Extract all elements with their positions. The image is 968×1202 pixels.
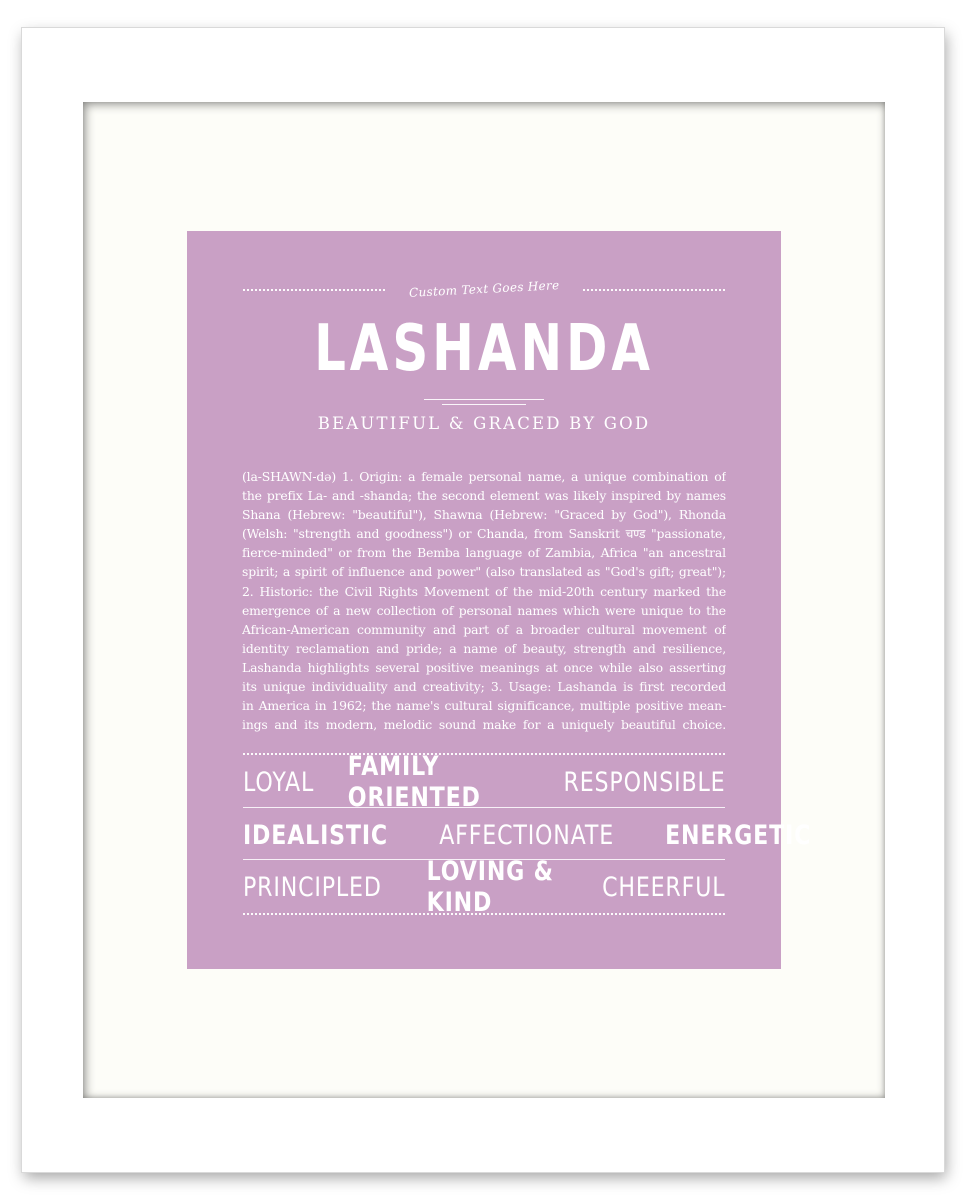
right-dotted-divider xyxy=(583,289,725,293)
definition-line: spirit; a spirit of influence and power" (also translated as "God's gift; great"); xyxy=(242,564,726,580)
name-underline-long xyxy=(424,399,544,400)
traits-row-3 xyxy=(243,856,725,918)
name-title: LASHANDA xyxy=(314,312,654,386)
name-meaning: BEAUTIFUL & GRACED BY GOD xyxy=(317,414,651,433)
definition-line: ings and its modern, melodic sound make for a uniquely beautiful choice. xyxy=(242,717,726,733)
name-underline-short xyxy=(442,404,526,405)
trait-word: LOYAL xyxy=(243,766,315,798)
definition-line: Lashanda highlights several positive meanings at once while also asserting xyxy=(242,659,726,675)
trait-word: RESPONSIBLE xyxy=(563,766,725,798)
definition-text xyxy=(242,467,726,734)
traits-row-1 xyxy=(243,751,725,813)
traits-divider-1 xyxy=(243,807,725,808)
definition-line: in America in 1962; the name's cultural significance, multiple positive mean- xyxy=(242,698,726,714)
trait-word: CHEERFUL xyxy=(601,871,725,903)
definition-line: (Welsh: "strength and goodness") or Chanda, from Sanskrit चण्ड "passionate, xyxy=(242,526,726,542)
name-print xyxy=(187,231,812,969)
mat-board xyxy=(83,102,885,1098)
trait-word: ENERGETIC xyxy=(665,819,812,851)
definition-line: its unique individuality and creativity; 3. Usage: Lashanda is first recorded xyxy=(242,679,726,695)
traits-row-2 xyxy=(243,815,812,855)
definition-line: fierce-minded" or from the Bemba language of Zambia, Africa "an ancestral xyxy=(242,545,726,561)
definition-line: Shana (Hebrew: "beautiful"), Shawna (Hebrew: "Graced by God"), Rhonda xyxy=(242,507,726,523)
custom-text: Custom Text Goes Here xyxy=(408,278,560,300)
trait-word: FAMILY ORIENTED xyxy=(347,751,481,813)
trait-word: PRINCIPLED xyxy=(243,871,382,903)
definition-line: the prefix La- and -shanda; the second element was likely inspired by names xyxy=(242,488,726,504)
trait-word: IDEALISTIC xyxy=(243,819,388,851)
trait-word: LOVING & KIND xyxy=(426,856,555,918)
definition-line: African-American community and part of a broader cultural movement of xyxy=(242,621,726,637)
traits-bottom-dotted-divider xyxy=(243,913,725,915)
left-dotted-divider xyxy=(243,289,385,293)
definition-line: emergence of a new collection of personal names which were unique to the xyxy=(242,602,726,618)
definition-line: identity reclamation and pride; a name of beauty, strength and resilience, xyxy=(242,640,726,656)
trait-word: AFFECTIONATE xyxy=(438,819,614,851)
picture-frame xyxy=(22,28,944,1172)
definition-line: (la-SHAWN-də) 1. Origin: a female personal name, a unique combination of xyxy=(242,469,726,484)
definition-line: 2. Historic: the Civil Rights Movement of the mid-20th century marked the xyxy=(242,583,726,599)
header-row xyxy=(243,279,725,299)
